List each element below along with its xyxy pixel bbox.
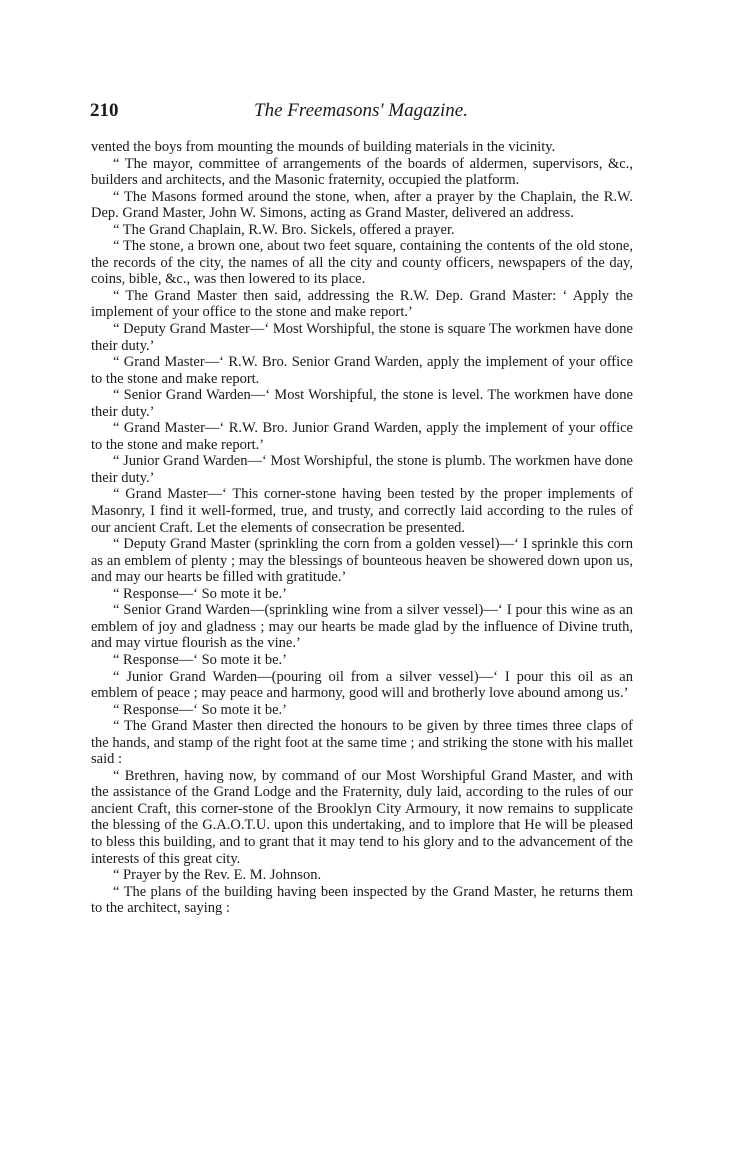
article-body: [91, 139, 633, 917]
paragraph: “ Grand Master—‘ R.W. Bro. Junior Grand Warden, apply the implement of your office to the stone and make report.’: [91, 420, 633, 453]
paragraph: “ The Grand Chaplain, R.W. Bro. Sickels, offered a prayer.: [113, 221, 455, 238]
page-number: 210: [90, 100, 119, 121]
paragraph: “ Response—‘ So mote it be.’: [113, 585, 287, 602]
paragraph: “ The Grand Master then directed the honours to be given by three times three claps of the hands, and stamp of the right foot at the same time ; and striking the stone with his mallet said :: [91, 718, 633, 768]
paragraph: “ Grand Master—‘ This corner-stone having been tested by the proper implements of Masonry, I find it well-formed, true, and trusty, and correctly laid according to the rules of our ancient Craft. Let the elements of consecration be presented.: [91, 486, 633, 536]
page-header: [90, 100, 632, 126]
paragraph: “ The plans of the building having been inspected by the Grand Master, he returns them to the architect, saying :: [91, 883, 633, 917]
paragraph: “ Senior Grand Warden—(sprinkling wine from a silver vessel)—‘ I pour this wine as an emblem of joy and gladness ; may our hearts be made glad by the influence of Divine truth, and may virtue flourish as the vine.’: [91, 602, 633, 652]
paragraph: “ Junior Grand Warden—‘ Most Worshipful, the stone is plumb. The workmen have done their duty.’: [91, 453, 633, 486]
paragraph: “ Junior Grand Warden—(pouring oil from a silver vessel)—‘ I pour this oil as an emblem of peace ; may peace and harmony, good will and brotherly love abound among us.’: [91, 668, 633, 702]
running-title: The Freemasons' Magazine.: [254, 100, 468, 121]
paragraph: “ Senior Grand Warden—‘ Most Worshipful, the stone is level. The workmen have done their duty.’: [91, 387, 633, 420]
paragraph: “ The stone, a brown one, about two feet square, containing the contents of the old stone, the records of the city, the names of all the city and county officers, newspapers of the day, coins, bible, &c., was then lowered to its place.: [91, 238, 633, 288]
paragraph: vented the boys from mounting the mounds of building materials in the vicinity.: [91, 139, 556, 155]
paragraph: “ The Masons formed around the stone, when, after a prayer by the Chaplain, the R.W. Dep. Grand Master, John W. Simons, acting as Grand Master, delivered an address.: [91, 188, 633, 222]
paragraph: “ Deputy Grand Master (sprinkling the corn from a golden vessel)—‘ I sprinkle this corn as an emblem of plenty ; may the blessings of bounteous heaven be showered down upon us, and may our hearts be filled with gratitude.’: [91, 536, 633, 586]
paragraph: “ Brethren, having now, by command of our Most Worshipful Grand Master, and with the assistance of the Grand Lodge and the Fraternity, duly laid, according to the rules of our ancient Craft, this corner-stone of the Brooklyn City Armoury, it now remains to supplicate the blessing of the G.A.O.T.U. upon this undertaking, and to implore that He will be pleased to bless this building, and to grant that it may tend to his glory and to the advancement of the interests of this great city.: [91, 767, 633, 867]
paragraph: “ The Grand Master then said, addressing the R.W. Dep. Grand Master: ‘ Apply the implement of your office to the stone and make report.’: [91, 287, 633, 321]
paragraph: “ The mayor, committee of arrangements of the boards of aldermen, supervisors, &c., builders and architects, and the Masonic fraternity, occupied the platform.: [91, 155, 633, 189]
paragraph: “ Deputy Grand Master—‘ Most Worshipful, the stone is square The workmen have done their duty.’: [91, 321, 633, 354]
paragraph: “ Response—‘ So mote it be.’: [113, 651, 287, 668]
paragraph: “ Prayer by the Rev. E. M. Johnson.: [113, 867, 322, 884]
paragraph: “ Response—‘ So mote it be.’: [113, 701, 287, 718]
paragraph: “ Grand Master—‘ R.W. Bro. Senior Grand Warden, apply the implement of your office to the stone and make report.: [91, 354, 633, 387]
